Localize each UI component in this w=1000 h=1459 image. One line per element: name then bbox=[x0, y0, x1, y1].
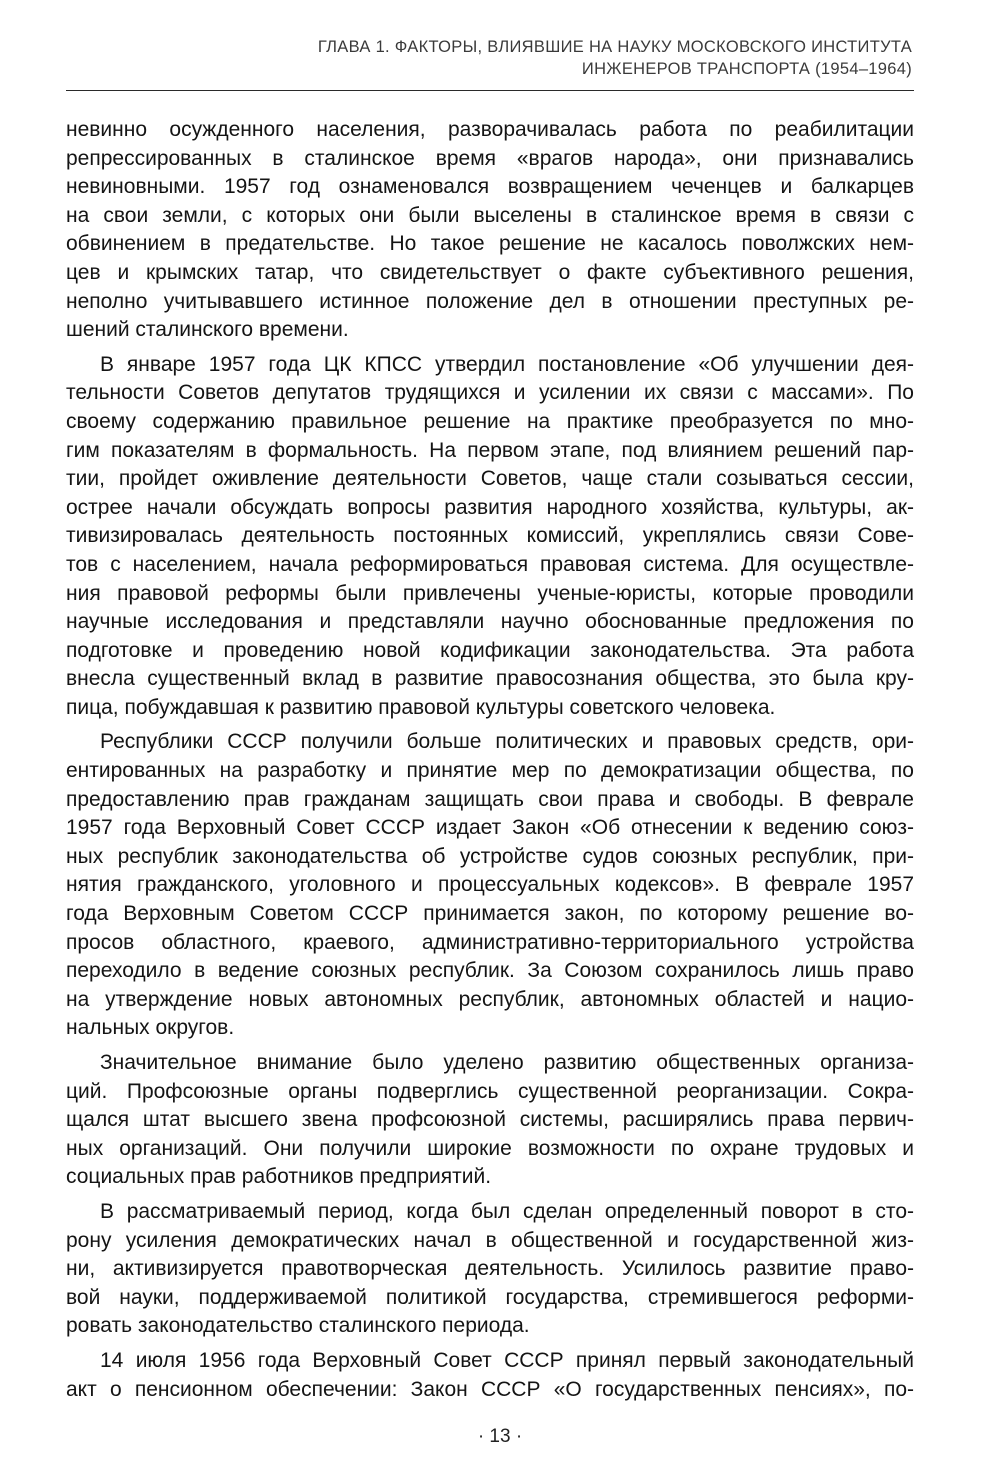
text-line: гим показателям в формальность. На первом этапе, под влиянием решений пар- bbox=[66, 438, 914, 462]
text-line: социальных прав работников предприятий. bbox=[66, 1165, 492, 1189]
text-line: тельности Советов депутатов трудящихся и усилении их связи с массами». По bbox=[66, 381, 914, 405]
text-line: репрессированных в сталинское время «врагов народа», они признавались bbox=[66, 146, 914, 170]
text-line: ных республик законодательства об устройстве судов союзных республик, при- bbox=[66, 844, 914, 868]
text-line: обвинением в предательстве. Но такое решение не касалось поволжских нем- bbox=[66, 232, 914, 256]
paragraph bbox=[66, 1198, 914, 1341]
paragraph bbox=[66, 351, 914, 723]
text-line: своему содержанию правильное решение на практике преобразуется по мно- bbox=[66, 409, 914, 433]
text-line: Значительное внимание было уделено развитию общественных организа- bbox=[100, 1051, 914, 1074]
text-line: тивизировалась деятельность постоянных комиссий, укреплялись связи Сове- bbox=[66, 524, 914, 548]
text-line: ных организаций. Они получили широкие возможности по охране трудовых и bbox=[66, 1136, 914, 1160]
text-line: В рассматриваемый период, когда был сделан определенный поворот в сто- bbox=[100, 1199, 914, 1223]
body-text bbox=[66, 116, 914, 1410]
text-line: на утверждение новых автономных республик, автономных областей и нацио- bbox=[66, 987, 914, 1011]
text-line: нальных округов. bbox=[66, 1016, 235, 1040]
text-line: переходило в ведение союзных республик. За Союзом сохранилось лишь право bbox=[66, 959, 914, 983]
header-rule bbox=[66, 90, 914, 91]
text-line: года Верховным Советом СССР принимается закон, по которому решение во- bbox=[66, 902, 914, 926]
paragraph bbox=[66, 1347, 914, 1404]
page-number: · 13 · bbox=[477, 1426, 523, 1447]
text-line: щался штат высшего звена профсоюзной системы, расширялись права первич- bbox=[66, 1108, 914, 1132]
text-line: ни, активизируется правотворческая деятельность. Усилилось развитие право- bbox=[66, 1257, 914, 1281]
text-line: акт о пенсионном обеспечении: Закон СССР «О государственных пенсиях», по- bbox=[66, 1377, 914, 1401]
text-line: предоставлению прав гражданам защищать свои права и свободы. В феврале bbox=[66, 787, 914, 811]
text-line: 1957 года Верховный Совет СССР издает Закон «Об отнесении к ведению союз- bbox=[66, 816, 914, 840]
running-header-line-2: ИНЖЕНЕРОВ ТРАНСПОРТА (1954–1964) bbox=[581, 60, 912, 78]
paragraph bbox=[66, 116, 914, 345]
text-line: внесла существенный вклад в развитие правосознания общества, это была кру- bbox=[66, 667, 914, 691]
running-header-line-1: ГЛАВА 1. ФАКТОРЫ, ВЛИЯВШИЕ НА НАУКУ МОСКОВСКОГО ИНСТИТУТА bbox=[317, 38, 912, 56]
paragraph bbox=[66, 728, 914, 1043]
text-line: пица, побуждавшая к развитию правовой культуры советского человека. bbox=[66, 695, 776, 719]
text-line: В январе 1957 года ЦК КПСС утвердил постановление «Об улучшении дея- bbox=[100, 352, 914, 376]
text-line: невинно осужденного населения, разворачивалась работа по реабилитации bbox=[66, 118, 914, 141]
running-header bbox=[66, 36, 912, 80]
text-line: на свои земли, с которых они были выселены в сталинское время в связи с bbox=[66, 203, 914, 227]
text-line: неполно учитывавшего истинное положение дел в отношении преступных ре- bbox=[66, 289, 914, 313]
text-line: просов областного, краевого, административно-территориального устройства bbox=[66, 930, 914, 954]
paragraph bbox=[66, 1049, 914, 1192]
text-line: тии, пройдет оживление деятельности Советов, чаще стали созываться сессии, bbox=[66, 467, 914, 491]
text-line: подготовке и проведению новой кодификации законодательства. Эта работа bbox=[66, 638, 914, 662]
text-line: острее начали обсуждать вопросы развития народного хозяйства, культуры, ак- bbox=[66, 495, 914, 519]
text-line: тов с населением, начала реформироваться правовая система. Для осуществле- bbox=[66, 552, 914, 576]
text-line: ций. Профсоюзные органы подверглись существенной реорганизации. Сокра- bbox=[66, 1079, 914, 1103]
text-line: Республики СССР получили больше политических и правовых средств, ори- bbox=[100, 730, 914, 754]
text-line: невиновными. 1957 год ознаменовался возвращением чеченцев и балкарцев bbox=[66, 175, 914, 199]
text-line: вой науки, поддерживаемой политикой государства, стремившегося реформи- bbox=[66, 1285, 914, 1309]
text-line: 14 июля 1956 года Верховный Совет СССР принял первый законодательный bbox=[100, 1348, 914, 1372]
text-line: ентированных на разработку и принятие мер по демократизации общества, по bbox=[66, 759, 914, 783]
text-line: нятия гражданского, уголовного и процессуальных кодексов». В феврале 1957 bbox=[66, 873, 914, 897]
text-line: ния правовой реформы были привлечены ученые-юристы, которые проводили bbox=[66, 581, 914, 605]
text-line: шений сталинского времени. bbox=[66, 318, 349, 342]
text-line: научные исследования и представляли научно обоснованные предложения по bbox=[66, 610, 914, 634]
text-line: ровать законодательство сталинского периода. bbox=[66, 1314, 530, 1338]
text-line: рону усиления демократических начал в общественной и государственной жиз- bbox=[66, 1228, 914, 1252]
text-line: цев и крымских татар, что свидетельствует о факте субъективного решения, bbox=[66, 260, 914, 284]
